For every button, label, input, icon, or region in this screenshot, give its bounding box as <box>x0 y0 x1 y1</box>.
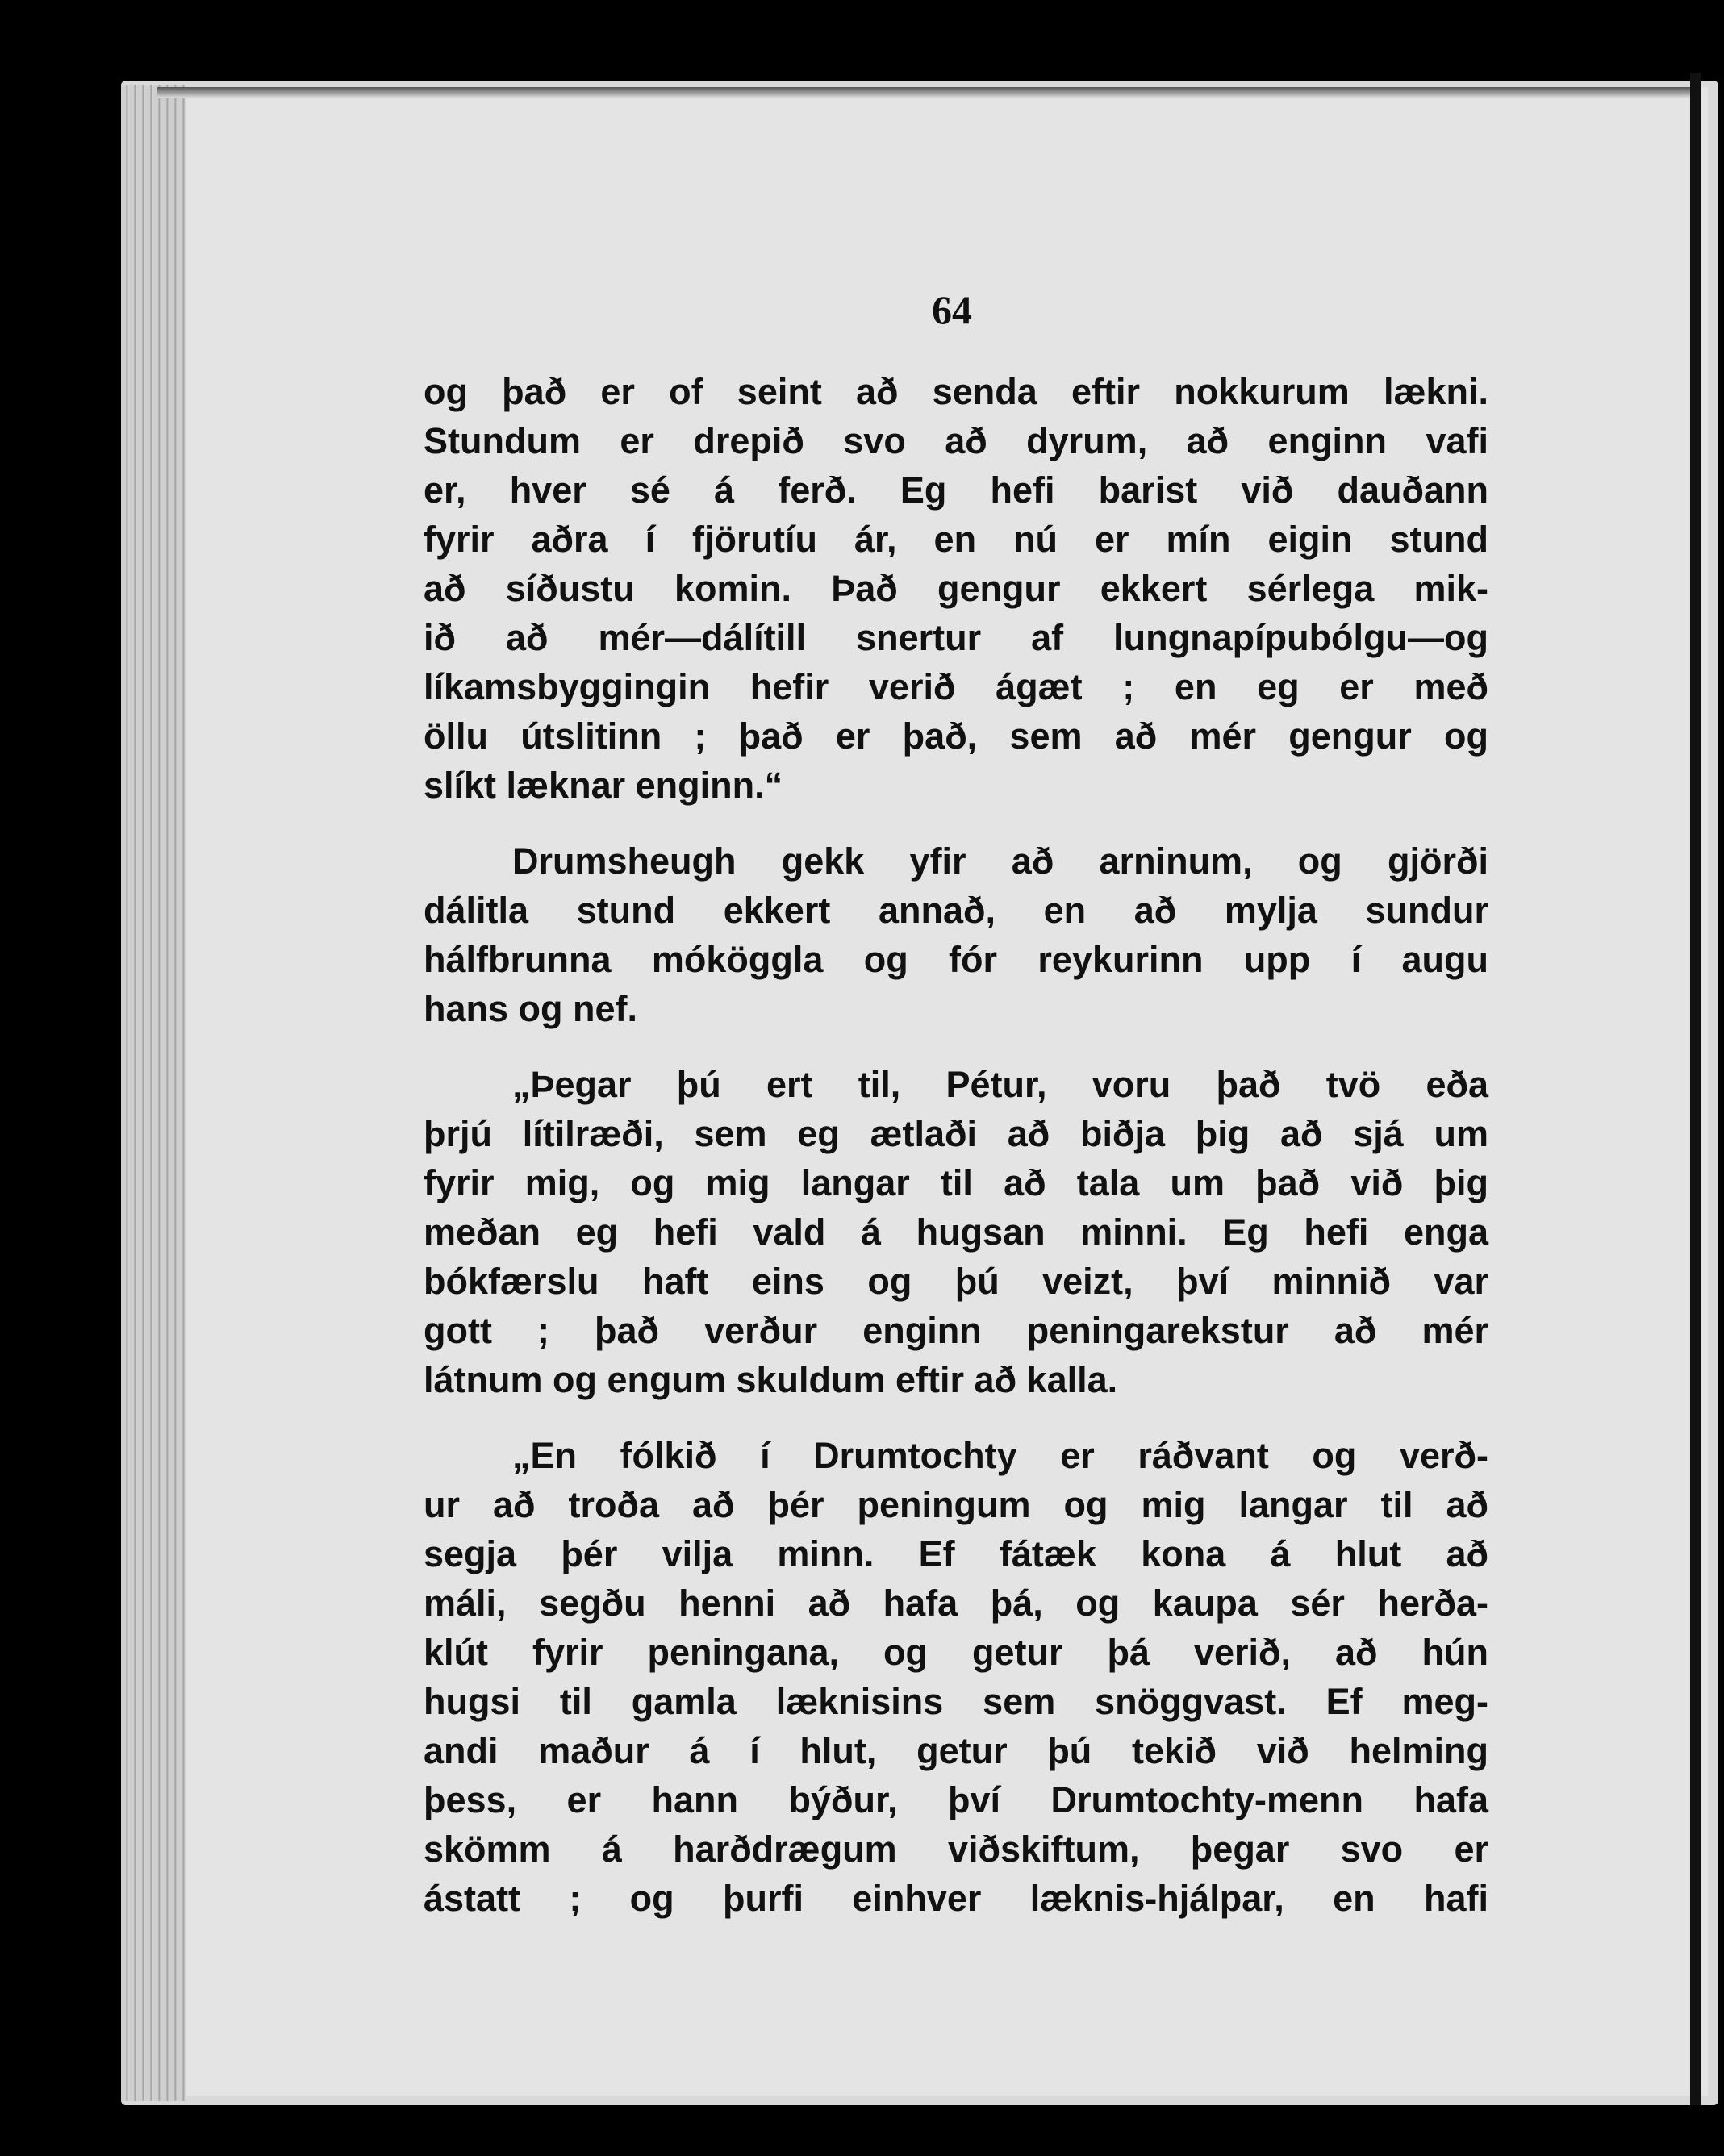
text-line: hans og nef. <box>424 988 638 1029</box>
text-line: og það er of seint að senda eftir nokkurum lækni. <box>424 371 1488 412</box>
page-number: 64 <box>932 287 972 332</box>
text-line: dálitla stund ekkert annað, en að mylja sundur <box>424 890 1488 931</box>
page-stack-edge <box>121 85 186 2101</box>
text-line: skömm á harðdrægum viðskiftum, þegar svo er <box>424 1829 1488 1870</box>
text-line: ástatt ; og þurfi einhver læknis-hjálpar, en hafi <box>424 1878 1488 1919</box>
text-line: er, hver sé á ferð. Eg hefi barist við dauðann <box>424 469 1488 511</box>
text-line: ur að troða að þér peningum og mig langar til að <box>424 1484 1488 1525</box>
text-line: Stundum er drepið svo að dyrum, að enginn vafi <box>424 420 1488 461</box>
text-line: hugsi til gamla læknisins sem snöggvast. Ef meg- <box>424 1681 1488 1722</box>
paragraph-2 <box>424 836 1488 1033</box>
text-line: „En fólkið í Drumtochty er ráðvant og verð- <box>512 1435 1488 1476</box>
page-top-shadow <box>157 87 1690 98</box>
paragraph-3 <box>424 1060 1488 1404</box>
text-line: meðan eg hefi vald á hugsan minni. Eg hefi enga <box>424 1211 1488 1253</box>
text-line: klút fyrir peningana, og getur þá verið, að hún <box>424 1632 1488 1673</box>
text-line: segja þér vilja minn. Ef fátæk kona á hlut að <box>424 1533 1488 1574</box>
paragraph-1 <box>424 367 1488 810</box>
text-line: fyrir aðra í fjörutíu ár, en nú er mín eigin stund <box>424 519 1488 560</box>
text-line: Drumsheugh gekk yfir að arninum, og gjörði <box>512 840 1488 882</box>
text-line: ið að mér—dálítill snertur af lungnapípubólgu—og <box>424 617 1488 658</box>
text-line: að síðustu komin. Það gengur ekkert sérlega mik- <box>424 568 1488 609</box>
text-line: látnum og engum skuldum eftir að kalla. <box>424 1359 1118 1400</box>
text-line: þrjú lítilræði, sem eg ætlaði að biðja þig að sjá um <box>424 1113 1488 1154</box>
text-line: öllu útslitinn ; það er það, sem að mér gengur og <box>424 715 1488 757</box>
text-line: fyrir mig, og mig langar til að tala um það við þig <box>424 1162 1488 1203</box>
text-line: andi maður á í hlut, getur þú tekið við helming <box>424 1730 1488 1771</box>
text-line: „Þegar þú ert til, Pétur, voru það tvö eða <box>512 1064 1488 1105</box>
text-line: líkamsbyggingin hefir verið ágæt ; en eg er með <box>424 666 1488 707</box>
text-line: hálfbrunna móköggla og fór reykurinn upp í augu <box>424 939 1488 980</box>
text-line: máli, segðu henni að hafa þá, og kaupa sér herða- <box>424 1583 1488 1624</box>
body-text <box>424 367 1488 1923</box>
paragraph-4 <box>424 1431 1488 1923</box>
text-line: bókfærslu haft eins og þú veizt, því minnið var <box>424 1261 1488 1302</box>
text-line: þess, er hann býður, því Drumtochty-menn hafa <box>424 1779 1488 1820</box>
text-line: gott ; það verður enginn peningarekstur að mér <box>424 1310 1488 1351</box>
right-border <box>1690 73 1701 2105</box>
text-line: slíkt læknar enginn.“ <box>424 765 783 806</box>
